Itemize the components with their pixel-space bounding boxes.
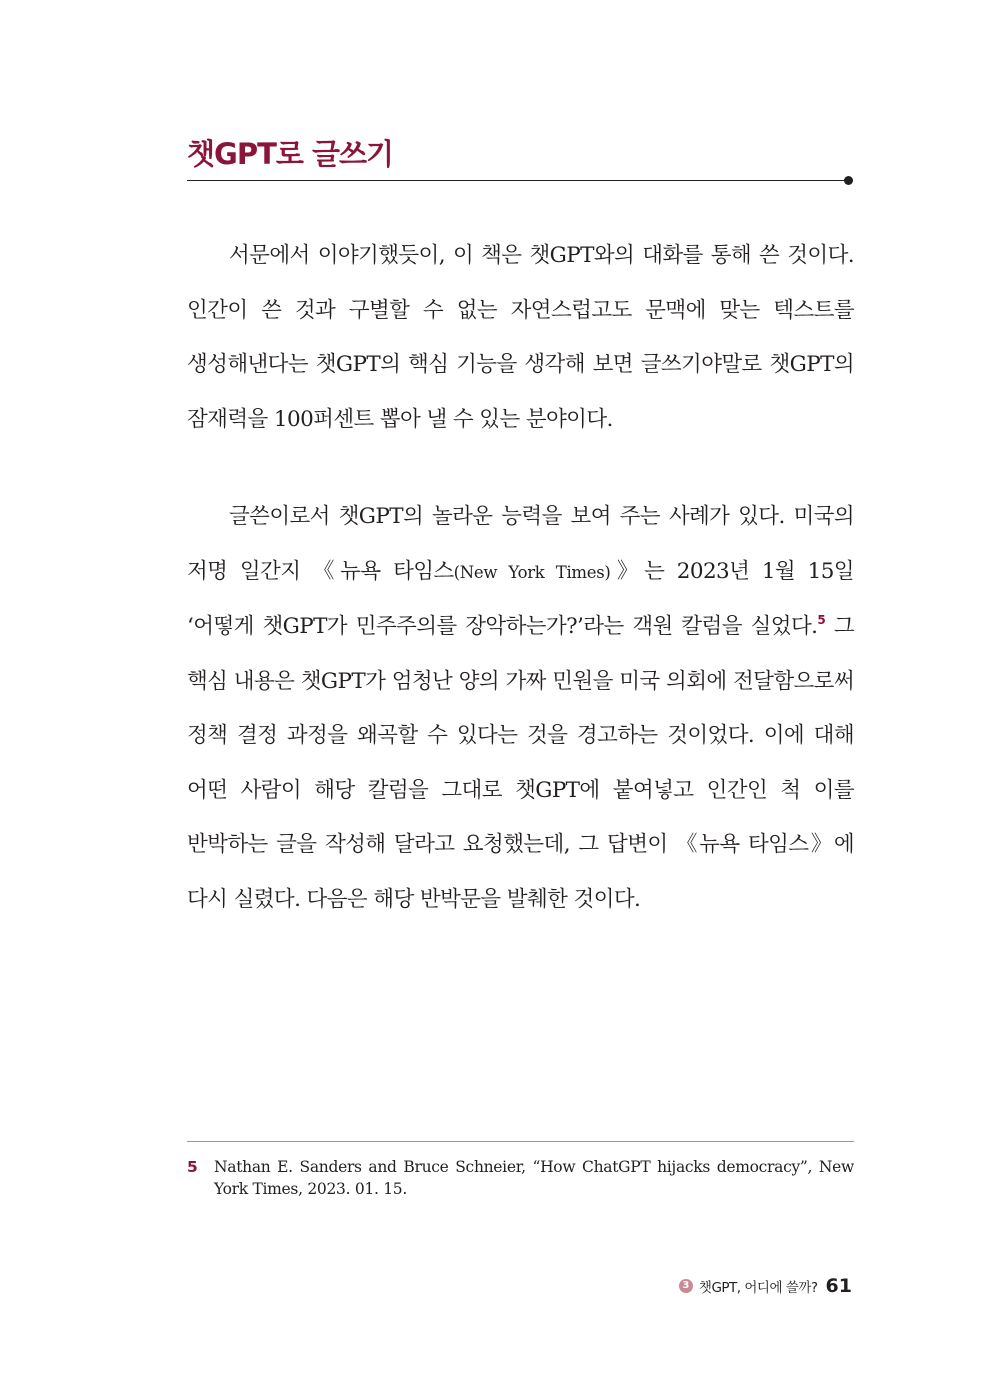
paragraph-text-segment: 그 핵심 내용은 챗GPT가 엄청난 양의 가짜 민원을 미국 의회에 전달함으로써 정책 결정 과정을 왜곡할 수 있다는 것을 경고하는 것이었다. 이에 대해 어떤 사람이 해당 칼럼을 그대로 챗GPT에 붙여넣고 인간인 척 이를 반박하는 글을 작성해 달라고 요청했는데, 그 답변이 《뉴욕 타임스》에 다시 실렸다. 다음은 해당 반박문을 발췌한 것이다. [187,614,854,912]
english-title-note: (New York Times) [453,562,611,582]
page-number: 61 [825,1275,852,1297]
chapter-title: 챗GPT, 어디에 쓸까? [698,1280,818,1296]
footnote [187,1156,854,1200]
running-footer [679,1273,852,1299]
footnote-number: 5 [187,1158,198,1176]
body-paragraph-1: 서문에서 이야기했듯이, 이 책은 챗GPT와의 대화를 통해 쓴 것이다. 인간이 쓴 것과 구별할 수 없는 자연스럽고도 문맥에 맞는 텍스트를 생성해낸다는 챗GPT의 핵심 기능을 생각해 보면 글쓰기야말로 챗GPT의 잠재력을 100퍼센트 뽑아 낼 수 있는 분야이다. [187,243,854,432]
section-title: 챗GPT로 글쓰기 [187,137,394,171]
divider-dot-icon [844,176,853,185]
title-divider [187,180,845,181]
footnote-reference[interactable]: 5 [817,613,826,627]
chapter-number-badge: 3 [679,1279,693,1293]
footnote-divider [187,1141,854,1142]
footnote-text: Nathan E. Sanders and Bruce Schneier, “How ChatGPT hijacks democracy”, New York Times, 2023. 01. 15. [214,1158,854,1198]
body-paragraph-2 [187,490,854,927]
paragraph-text-segment: 글쓴이로서 챗GPT의 놀라운 능력을 보여 주는 사례가 있다. 미국의 저명 일간지 《뉴욕 타임스 [187,504,854,584]
paragraph-text-segment: 》는 2023년 1월 15일 ‘어떻게 챗GPT가 민주주의를 장악하는가?’라는 객원 칼럼을 실었다. [187,558,854,639]
